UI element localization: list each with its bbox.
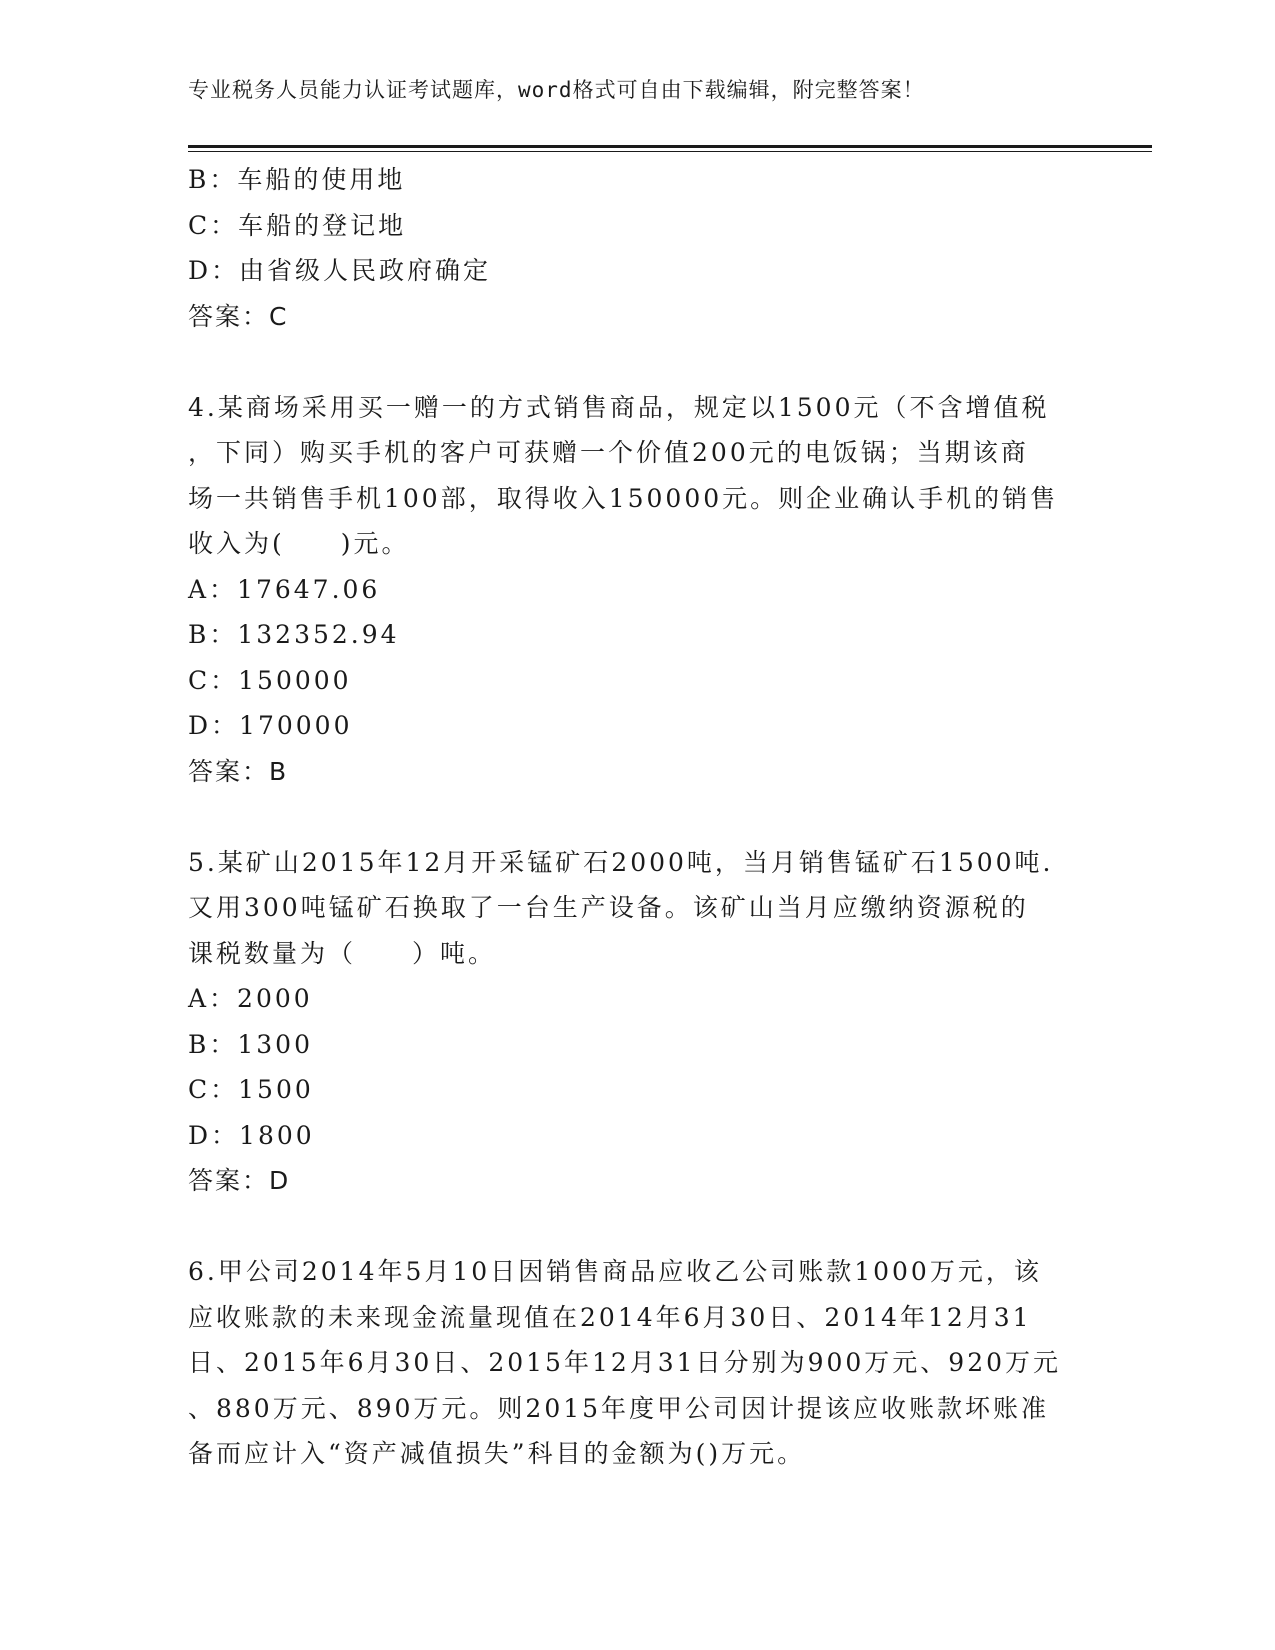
q5-option-a: A：2000 xyxy=(188,984,313,1013)
question-5 xyxy=(188,840,1088,1204)
q6-stem-line: 备而应计入“资产减值损失”科目的金额为()万元。 xyxy=(188,1439,806,1468)
q6-stem-line: 6.甲公司2014年5月10日因销售商品应收乙公司账款1000万元，该 xyxy=(188,1257,1042,1286)
q4-option-a: A：17647.06 xyxy=(188,574,381,604)
q5-stem-line: 5.某矿山2015年12月开采锰矿石2000吨，当月销售锰矿石1500吨. xyxy=(188,847,1054,877)
q3-option-c: C：车船的登记地 xyxy=(188,210,407,240)
header-divider-thick xyxy=(188,145,1152,148)
q4-stem-line: 4.某商场采用买一赠一的方式销售商品，规定以1500元（不含增值税 xyxy=(188,392,1050,422)
spacer xyxy=(188,339,1088,385)
question-4 xyxy=(188,385,1088,795)
q5-option-d: D：1800 xyxy=(188,1120,315,1150)
q3-answer: 答案：C xyxy=(188,301,289,331)
question-3 xyxy=(188,157,1088,339)
q5-stem-line: 课税数量为（ ）吨。 xyxy=(188,938,497,968)
spacer xyxy=(188,794,1088,840)
document-body xyxy=(188,157,1088,1477)
q3-option-d: D：由省级人民政府确定 xyxy=(188,256,492,285)
q5-option-b: B：1300 xyxy=(188,1029,313,1059)
q4-option-b: B：132352.94 xyxy=(188,620,400,649)
q4-option-c: C：150000 xyxy=(188,665,352,695)
q4-stem-line: ，下同）购买手机的客户可获赠一个价值200元的电饭锅；当期该商 xyxy=(188,438,1029,467)
q5-option-c: C：1500 xyxy=(188,1075,314,1104)
page-header: 专业税务人员能力认证考试题库，word格式可自由下载编辑，附完整答案！ xyxy=(188,78,925,102)
q4-option-d: D：170000 xyxy=(188,711,353,740)
q6-stem-line: 、880万元、890万元。则2015年度甲公司因计提该应收账款坏账准 xyxy=(188,1393,1050,1423)
q4-answer: 答案：B xyxy=(188,756,289,786)
q6-stem-line: 应收账款的未来现金流量现值在2014年6月30日、2014年12月31 xyxy=(188,1302,1032,1332)
header-divider-thin xyxy=(188,151,1152,152)
q4-stem-line: 收入为( )元。 xyxy=(188,529,410,558)
question-6 xyxy=(188,1249,1088,1477)
q5-answer: 答案：D xyxy=(188,1166,291,1195)
q4-stem-line: 场一共销售手机100部，取得收入150000元。则企业确认手机的销售 xyxy=(188,483,1059,513)
q5-stem-line: 又用300吨锰矿石换取了一台生产设备。该矿山当月应缴纳资源税的 xyxy=(188,893,1029,922)
q3-option-b: B：车船的使用地 xyxy=(188,165,406,194)
q6-stem-line: 日、2015年6月30日、2015年12月31日分别为900万元、920万元 xyxy=(188,1348,1062,1377)
spacer xyxy=(188,1204,1088,1250)
